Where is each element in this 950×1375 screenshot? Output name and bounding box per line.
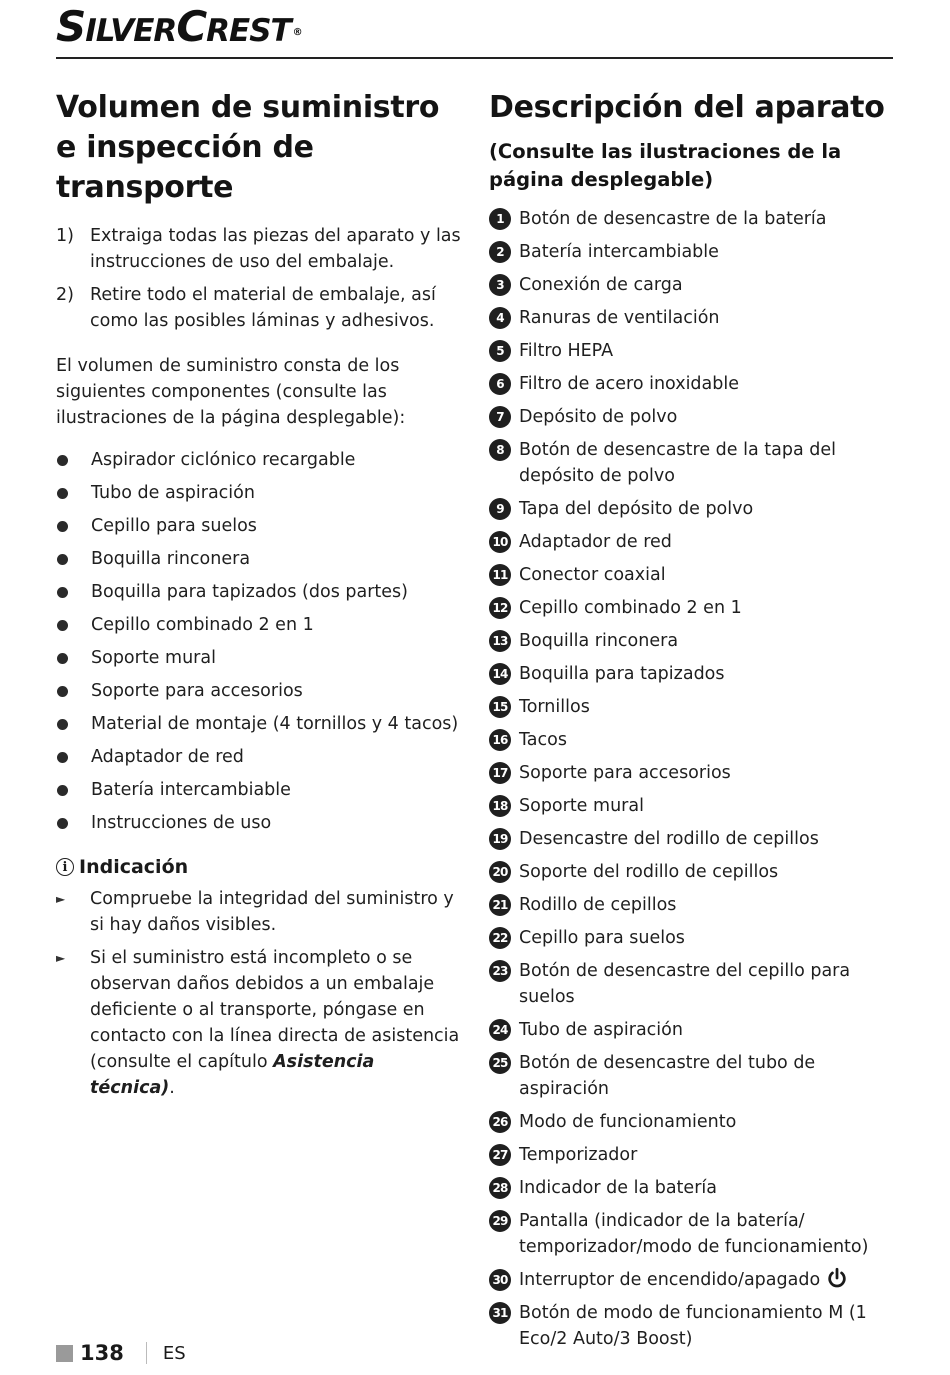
brand-text-ilver: ILVER bbox=[85, 13, 177, 49]
part-number-badge: 14 bbox=[489, 663, 511, 685]
part-number-badge: 27 bbox=[489, 1144, 511, 1166]
part-label-text: Cepillo para suelos bbox=[519, 928, 685, 948]
note-text bbox=[90, 945, 464, 1101]
component-label: Boquilla para tapizados (dos partes) bbox=[91, 582, 408, 602]
part-item bbox=[489, 338, 899, 364]
part-label-text: Modo de funcionamiento bbox=[519, 1112, 737, 1132]
part-label-text: Filtro HEPA bbox=[519, 341, 614, 361]
part-item bbox=[489, 305, 899, 331]
description-title: Descripción del aparato bbox=[489, 90, 885, 125]
part-label-text: Adaptador de red bbox=[519, 532, 672, 552]
part-item bbox=[489, 206, 899, 232]
part-item bbox=[489, 371, 899, 397]
brand-letter-c: C bbox=[176, 2, 207, 51]
part-label bbox=[519, 661, 725, 687]
part-label-text: Soporte para accesorios bbox=[519, 763, 731, 783]
page-number: 138 bbox=[80, 1341, 124, 1365]
part-item bbox=[489, 826, 899, 852]
bullet-dot-icon bbox=[57, 686, 68, 697]
bullet-dot-icon bbox=[57, 818, 68, 829]
component-item bbox=[56, 777, 464, 810]
part-number-badge: 20 bbox=[489, 861, 511, 883]
component-label: Cepillo combinado 2 en 1 bbox=[91, 615, 314, 635]
component-label: Aspirador ciclónico recargable bbox=[91, 450, 356, 470]
part-label-text: Tapa del depósito de polvo bbox=[519, 499, 754, 519]
part-item bbox=[489, 272, 899, 298]
part-label-text: Tornillos bbox=[519, 697, 590, 717]
part-label bbox=[519, 1050, 899, 1102]
component-item bbox=[56, 579, 464, 612]
part-number-badge: 15 bbox=[489, 696, 511, 718]
part-label bbox=[519, 338, 613, 364]
part-label-text: Temporizador bbox=[519, 1145, 638, 1165]
step-item bbox=[56, 223, 464, 275]
part-item bbox=[489, 595, 899, 621]
part-number-badge: 4 bbox=[489, 307, 511, 329]
part-item bbox=[489, 859, 899, 885]
note-list bbox=[56, 886, 464, 1101]
part-label bbox=[519, 305, 720, 331]
part-number-badge: 29 bbox=[489, 1210, 511, 1232]
part-number-badge: 22 bbox=[489, 927, 511, 949]
part-number-badge: 18 bbox=[489, 795, 511, 817]
arrow-right-icon: ► bbox=[56, 892, 66, 906]
part-number-badge: 17 bbox=[489, 762, 511, 784]
component-item bbox=[56, 513, 464, 546]
right-column bbox=[489, 88, 899, 1359]
part-label bbox=[519, 760, 731, 786]
part-number-badge: 7 bbox=[489, 406, 511, 428]
bullet-dot-icon bbox=[57, 455, 68, 466]
bullet-dot-icon bbox=[57, 653, 68, 664]
part-label bbox=[519, 925, 685, 951]
note-header bbox=[56, 854, 464, 880]
part-item bbox=[489, 1175, 899, 1201]
part-number-badge: 10 bbox=[489, 531, 511, 553]
part-item bbox=[489, 437, 899, 489]
part-label bbox=[519, 826, 819, 852]
part-number-badge: 6 bbox=[489, 373, 511, 395]
part-label-text: Conexión de carga bbox=[519, 275, 683, 295]
part-label-text: Botón de desencastre de la tapa del depósito de polvo bbox=[519, 440, 836, 486]
part-label bbox=[519, 1017, 683, 1043]
component-label: Soporte para accesorios bbox=[91, 681, 303, 701]
part-label-text: Interruptor de encendido/apagado bbox=[519, 1270, 821, 1290]
part-item bbox=[489, 496, 899, 522]
part-label-text: Tubo de aspiración bbox=[519, 1020, 683, 1040]
bullet-dot-icon bbox=[57, 785, 68, 796]
part-item bbox=[489, 661, 899, 687]
info-icon: i bbox=[56, 858, 74, 876]
part-item bbox=[489, 760, 899, 786]
bullet-dot-icon bbox=[57, 488, 68, 499]
step-item bbox=[56, 282, 464, 334]
part-number-badge: 19 bbox=[489, 828, 511, 850]
arrow-right-icon: ► bbox=[56, 951, 66, 965]
bullet-dot-icon bbox=[57, 521, 68, 532]
part-label-text: Ranuras de ventilación bbox=[519, 308, 720, 328]
component-item bbox=[56, 546, 464, 579]
part-label-text: Botón de desencastre del tubo de aspiración bbox=[519, 1053, 816, 1099]
part-number-badge: 21 bbox=[489, 894, 511, 916]
step-text: Retire todo el material de embalaje, así como las posibles láminas y adhesivos. bbox=[90, 285, 436, 331]
component-item bbox=[56, 447, 464, 480]
part-item bbox=[489, 958, 899, 1010]
step-text: Extraiga todas las piezas del aparato y las instrucciones de uso del embalaje. bbox=[90, 226, 461, 272]
part-label bbox=[519, 404, 677, 430]
note-item bbox=[56, 886, 464, 938]
component-label: Soporte mural bbox=[91, 648, 216, 668]
support-chapter-ref: Asistencia técnica) bbox=[90, 1052, 375, 1098]
part-number-badge: 1 bbox=[489, 208, 511, 230]
part-item bbox=[489, 793, 899, 819]
component-label: Material de montaje (4 tornillos y 4 tacos) bbox=[91, 714, 459, 734]
part-item bbox=[489, 1300, 899, 1352]
part-label bbox=[519, 272, 683, 298]
part-number-badge: 2 bbox=[489, 241, 511, 263]
part-label-text: Botón de desencastre de la batería bbox=[519, 209, 827, 229]
part-label bbox=[519, 239, 719, 265]
part-number-badge: 8 bbox=[489, 439, 511, 461]
part-number-badge: 30 bbox=[489, 1269, 511, 1291]
step-number: 1) bbox=[56, 226, 74, 246]
part-label bbox=[519, 437, 899, 489]
page-footer bbox=[56, 1341, 186, 1365]
component-item bbox=[56, 810, 464, 843]
parts-list bbox=[489, 206, 899, 1352]
part-label-text: Depósito de polvo bbox=[519, 407, 678, 427]
component-item bbox=[56, 744, 464, 777]
part-number-badge: 23 bbox=[489, 960, 511, 982]
part-number-badge: 26 bbox=[489, 1111, 511, 1133]
header-rule bbox=[56, 57, 893, 59]
brand-logo bbox=[56, 2, 302, 51]
step-number: 2) bbox=[56, 285, 74, 305]
supply-intro: El volumen de suministro consta de los siguientes componentes (consulte las ilustraciones de la página desplegable): bbox=[56, 356, 406, 428]
part-label-text: Cepillo combinado 2 en 1 bbox=[519, 598, 742, 618]
part-label-text: Botón de modo de funcionamiento M (1 Eco/2 Auto/3 Boost) bbox=[519, 1303, 867, 1349]
footer-separator bbox=[146, 1342, 147, 1364]
bullet-dot-icon bbox=[57, 620, 68, 631]
part-number-badge: 31 bbox=[489, 1302, 511, 1324]
component-label: Instrucciones de uso bbox=[91, 813, 272, 833]
component-item bbox=[56, 480, 464, 513]
part-item bbox=[489, 727, 899, 753]
part-item bbox=[489, 1267, 899, 1293]
part-label bbox=[519, 958, 899, 1010]
part-item bbox=[489, 1017, 899, 1043]
component-label: Cepillo para suelos bbox=[91, 516, 257, 536]
part-number-badge: 13 bbox=[489, 630, 511, 652]
part-item bbox=[489, 529, 899, 555]
part-label-text: Conector coaxial bbox=[519, 565, 666, 585]
part-label bbox=[519, 206, 827, 232]
part-label bbox=[519, 595, 742, 621]
part-label bbox=[519, 1300, 899, 1352]
part-label-text: Batería intercambiable bbox=[519, 242, 719, 262]
part-label bbox=[519, 562, 666, 588]
part-number-badge: 28 bbox=[489, 1177, 511, 1199]
part-number-badge: 24 bbox=[489, 1019, 511, 1041]
component-label: Tubo de aspiración bbox=[91, 483, 255, 503]
bullet-dot-icon bbox=[57, 719, 68, 730]
part-label bbox=[519, 1175, 717, 1201]
description-subtitle: (Consulte las ilustraciones de la página desplegable) bbox=[489, 140, 842, 191]
part-label bbox=[519, 371, 739, 397]
part-label bbox=[519, 496, 753, 522]
part-label bbox=[519, 727, 567, 753]
part-label bbox=[519, 793, 644, 819]
part-number-badge: 12 bbox=[489, 597, 511, 619]
component-label: Batería intercambiable bbox=[91, 780, 291, 800]
part-number-badge: 3 bbox=[489, 274, 511, 296]
part-number-badge: 25 bbox=[489, 1052, 511, 1074]
part-number-badge: 16 bbox=[489, 729, 511, 751]
unpack-steps bbox=[56, 223, 464, 334]
part-label-text: Desencastre del rodillo de cepillos bbox=[519, 829, 819, 849]
note-item bbox=[56, 945, 464, 1101]
language-code: ES bbox=[162, 1342, 186, 1364]
part-item bbox=[489, 925, 899, 951]
component-item bbox=[56, 711, 464, 744]
supply-title: Volumen de suministro e inspección de transporte bbox=[56, 90, 440, 205]
component-item bbox=[56, 612, 464, 645]
part-label-text: Pantalla (indicador de la batería/ temporizador/modo de funcionamiento) bbox=[519, 1211, 869, 1257]
part-label bbox=[519, 1109, 736, 1135]
part-item bbox=[489, 694, 899, 720]
part-label-text: Boquilla para tapizados bbox=[519, 664, 725, 684]
part-label bbox=[519, 628, 678, 654]
part-label bbox=[519, 1267, 848, 1293]
part-item bbox=[489, 1109, 899, 1135]
part-label-text: Soporte mural bbox=[519, 796, 644, 816]
component-item bbox=[56, 678, 464, 711]
component-item bbox=[56, 645, 464, 678]
part-number-badge: 9 bbox=[489, 498, 511, 520]
part-item bbox=[489, 628, 899, 654]
bullet-dot-icon bbox=[57, 752, 68, 763]
component-label: Boquilla rinconera bbox=[91, 549, 251, 569]
left-column bbox=[56, 88, 464, 1108]
part-label bbox=[519, 859, 778, 885]
bullet-dot-icon bbox=[57, 587, 68, 598]
brand-letter-s: S bbox=[56, 2, 86, 51]
part-item bbox=[489, 562, 899, 588]
part-label-text: Indicador de la batería bbox=[519, 1178, 717, 1198]
part-item bbox=[489, 892, 899, 918]
part-item bbox=[489, 1208, 899, 1260]
component-label: Adaptador de red bbox=[91, 747, 244, 767]
note-text-end: . bbox=[169, 1078, 175, 1098]
part-item bbox=[489, 1050, 899, 1102]
part-label bbox=[519, 892, 676, 918]
component-list bbox=[56, 447, 464, 843]
part-item bbox=[489, 404, 899, 430]
part-number-badge: 5 bbox=[489, 340, 511, 362]
brand-text-rest: REST bbox=[206, 13, 291, 49]
bullet-dot-icon bbox=[57, 554, 68, 565]
part-label bbox=[519, 529, 672, 555]
part-number-badge: 11 bbox=[489, 564, 511, 586]
part-label-text: Soporte del rodillo de cepillos bbox=[519, 862, 779, 882]
note-title: Indicación bbox=[79, 856, 189, 878]
note-text: Compruebe la integridad del suministro y si hay daños visibles. bbox=[90, 889, 454, 935]
part-label-text: Tacos bbox=[519, 730, 567, 750]
part-label-text: Filtro de acero inoxidable bbox=[519, 374, 739, 394]
part-label-text: Boquilla rinconera bbox=[519, 631, 679, 651]
registered-mark: ® bbox=[292, 26, 302, 38]
part-label bbox=[519, 694, 590, 720]
part-label bbox=[519, 1208, 899, 1260]
part-item bbox=[489, 1142, 899, 1168]
part-label-text: Rodillo de cepillos bbox=[519, 895, 677, 915]
part-label-text: Botón de desencastre del cepillo para suelos bbox=[519, 961, 851, 1007]
power-icon bbox=[826, 1267, 848, 1289]
note-text-body: Si el suministro está incompleto o se observan daños debidos a un embalaje deficiente o al transporte, póngase en contacto con la línea directa de asistencia (consulte el capítulo bbox=[90, 948, 460, 1072]
part-label bbox=[519, 1142, 637, 1168]
footer-square bbox=[56, 1345, 73, 1362]
part-item bbox=[489, 239, 899, 265]
